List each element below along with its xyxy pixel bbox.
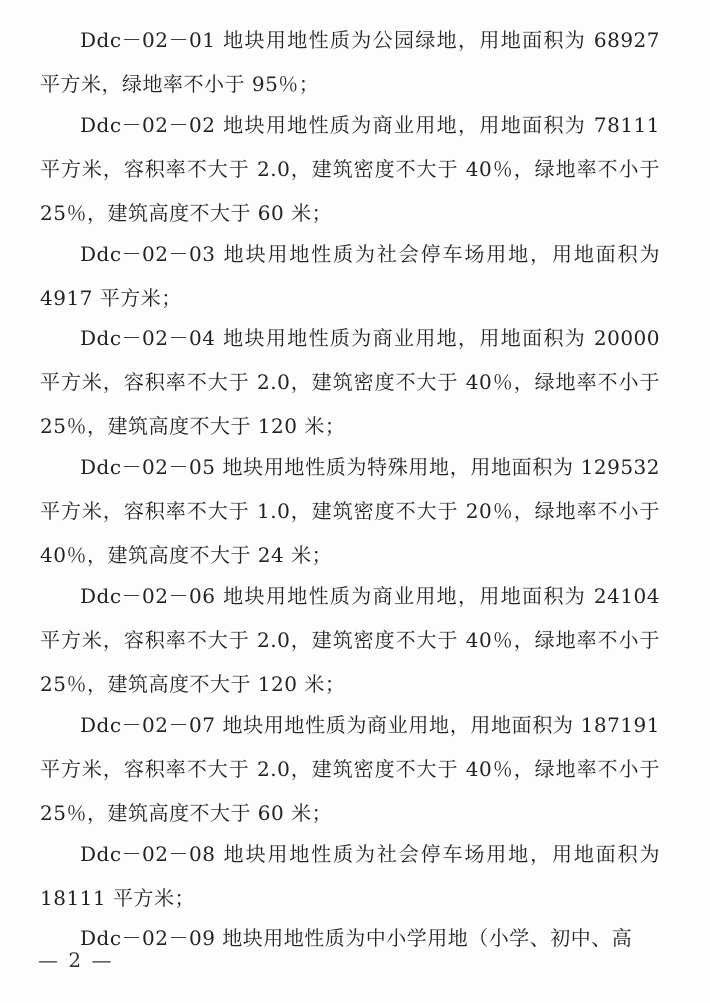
paragraph-ddc-02-06: Ddc－02－06 地块用地性质为商业用地，用地面积为 24104 平方米，容积率不大于 2.0，建筑密度不大于 40％，绿地率不小于 25％，建筑高度不大于 120 米； [40,584,660,696]
paragraph-ddc-02-07: Ddc－02－07 地块用地性质为商业用地，用地面积为 187191 平方米，容积率不大于 2.0，建筑密度不大于 40％，绿地率不小于 25％，建筑高度不大于 60 米； [40,713,660,825]
paragraph-ddc-02-01: Ddc－02－01 地块用地性质为公园绿地，用地面积为 68927 平方米，绿地率不小于 95％； [40,28,660,96]
paragraph-ddc-02-08: Ddc－02－08 地块用地性质为社会停车场用地，用地面积为 18111 平方米； [40,842,660,910]
paragraph-ddc-02-04: Ddc－02－04 地块用地性质为商业用地，用地面积为 20000 平方米，容积率不大于 2.0，建筑密度不大于 40％，绿地率不小于 25％，建筑高度不大于 120 米； [40,326,660,438]
paragraph-ddc-02-03: Ddc－02－03 地块用地性质为社会停车场用地，用地面积为 4917 平方米； [40,242,660,310]
paragraph-ddc-02-09: Ddc－02－09 地块用地性质为中小学用地（小学、初中、高 [80,926,633,950]
paragraph-ddc-02-05: Ddc－02－05 地块用地性质为特殊用地，用地面积为 129532 平方米，容积率不大于 1.0，建筑密度不大于 20％，绿地率不小于 40％，建筑高度不大于 24 米； [40,455,660,567]
page-number: — 2 — [38,948,114,972]
paragraph-ddc-02-02: Ddc－02－02 地块用地性质为商业用地，用地面积为 78111 平方米，容积率不大于 2.0，建筑密度不大于 40％，绿地率不小于 25％，建筑高度不大于 60 米； [40,113,660,225]
